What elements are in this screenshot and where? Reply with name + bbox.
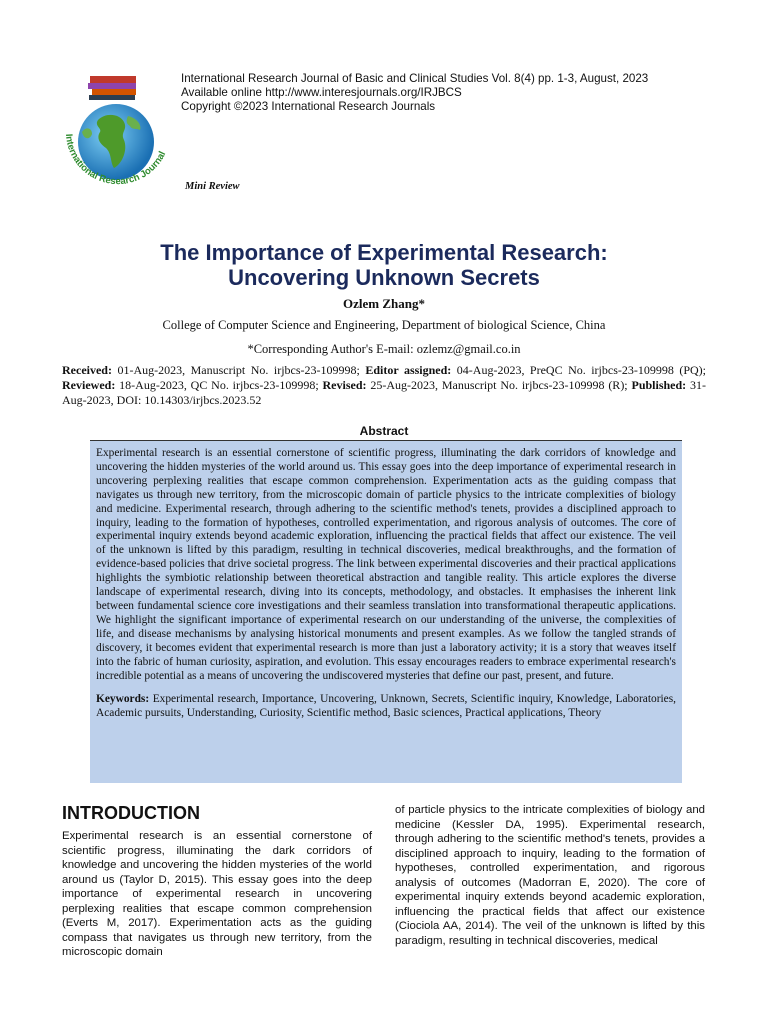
title-line-1: The Importance of Experimental Research: — [160, 240, 608, 265]
published-value: 31-Aug-2023, DOI: 10.14303/irjbcs.2023.52 — [62, 378, 707, 407]
journal-header — [181, 72, 648, 114]
article-type: Mini Review — [185, 181, 240, 192]
received-value: 01-Aug-2023, Manuscript No. irjbcs-23-109998; — [111, 363, 366, 377]
journal-logo — [58, 72, 176, 190]
journal-copyright: Copyright ©2023 International Research Journals — [181, 100, 436, 113]
article-title — [0, 240, 768, 290]
received-label: Received: — [62, 363, 112, 377]
revised-value: 25-Aug-2023, Manuscript No. irjbcs-23-109998 (R); — [366, 378, 632, 392]
author-affiliation: College of Computer Science and Engineering, Department of biological Science, China — [162, 318, 606, 332]
keywords-list: Experimental research, Importance, Uncovering, Unknown, Secrets, Scientific inquiry, Knowledge, Laboratories, Academic pursuits, Understanding, Curiosity, Scientific method, Basic sciences, Practical applications, Theory — [96, 693, 676, 720]
publication-dates — [62, 363, 706, 408]
logo-text: International Research Journal — [62, 133, 169, 188]
corresponding-email: *Corresponding Author's E-mail: ozlemz@gmail.co.in — [247, 342, 521, 356]
keywords-label: Keywords: — [96, 693, 150, 706]
journal-citation: International Research Journal of Basic and Clinical Studies Vol. 8(4) pp. 1-3, August, 2023 — [181, 72, 649, 85]
introduction-text-left: Experimental research is an essential cornerstone of scientific progress, illuminating the dark corridors of knowledge and uncovering the hidden mysteries of the world around us (Taylor D, 2015). This essay goes into the deep importance of experimental research in uncovering perplexing realities that escape common comprehension (Everts M, 2017). Experimentation acts as the guiding compass that navigates us through new territory, from the microscopic domain — [62, 830, 372, 958]
editor-label: Editor assigned: — [365, 363, 452, 377]
reviewed-value: 18-Aug-2023, QC No. irjbcs-23-109998; — [115, 378, 323, 392]
introduction-heading: INTRODUCTION — [62, 803, 200, 823]
body-column-right — [395, 803, 705, 948]
title-line-2: Uncovering Unknown Secrets — [228, 265, 540, 290]
revised-label: Revised: — [322, 378, 367, 392]
keywords — [96, 693, 676, 721]
author-name: Ozlem Zhang* — [343, 296, 425, 311]
body-column-left — [62, 803, 372, 960]
published-label: Published: — [631, 378, 687, 392]
editor-value: 04-Aug-2023, PreQC No. irjbcs-23-109998 (PQ); — [451, 363, 707, 377]
reviewed-label: Reviewed: — [62, 378, 116, 392]
abstract-heading: Abstract — [359, 424, 409, 438]
abstract-text: Experimental research is an essential cornerstone of scientific progress, illuminating the dark corridors of knowledge and uncovering the hidden mysteries of the world around us. This essay goes into the deep importance of experimental research in uncovering perplexing realities that escape common comprehension. Experimentation acts as the guiding compass that navigates us through new territory, from the microscopic domain of particle physics to the intricate complexities of biology and medicine. Experimental research, through adhering to the scientific method's tenets, provides a disciplined approach to inquiry, leading to the formation of hypotheses, controlled experimentation, and rigorous analysis of outcomes. The core of experimental inquiry extends beyond academic exploration, influencing the practical fields that affect our existence. The veil of the unknown is lifted by this paradigm, resulting in technical discoveries, medical breakthroughs, and the formation of evidence-based policies that drive societal progress. The link between experimental discoveries and their practical applications highlights the symbiotic relationship between theoretical abstraction and tangible reality. This article explores the diverse landscape of experimental research, diving into its concepts, methodology, and obstacles. It emphasises the inherent link between fundamental science core investigations and their seamless translation into transformational therapeutic applications. We highlight the significant importance of experimental research on our understanding of the universe, the complexities of life, and disease mechanisms by analysing historical monuments and present examples. As we follow the tangled strands of discovery, it becomes evident that experimental research is more than just a laboratory activity; it is a story that weaves itself into the fabric of human curiosity, aspiration, and evolution. This essay encourages readers to embrace experimental research's incredible potential as a means of uncovering the undiscovered mysteries that define our past, present, and future. — [96, 447, 676, 682]
journal-url[interactable]: Available online http://www.interesjournals.org/IRJBCS — [181, 86, 462, 99]
introduction-text-right: of particle physics to the intricate complexities of biology and medicine (Kessler DA, 1995). Experimental research, through adhering to the scientific method's tenets, provides a disciplined approach to inquiry, leading to the formation of hypotheses, controlled experimentation, and rigorous analysis of outcomes (Madorran E, 2020). The core of experimental inquiry extends beyond academic exploration, influencing the practical fields that affect our existence (Ciociola AA, 2014). The veil of the unknown is lifted by this paradigm, resulting in technical discoveries, medical — [395, 804, 705, 947]
abstract-box — [90, 441, 682, 783]
